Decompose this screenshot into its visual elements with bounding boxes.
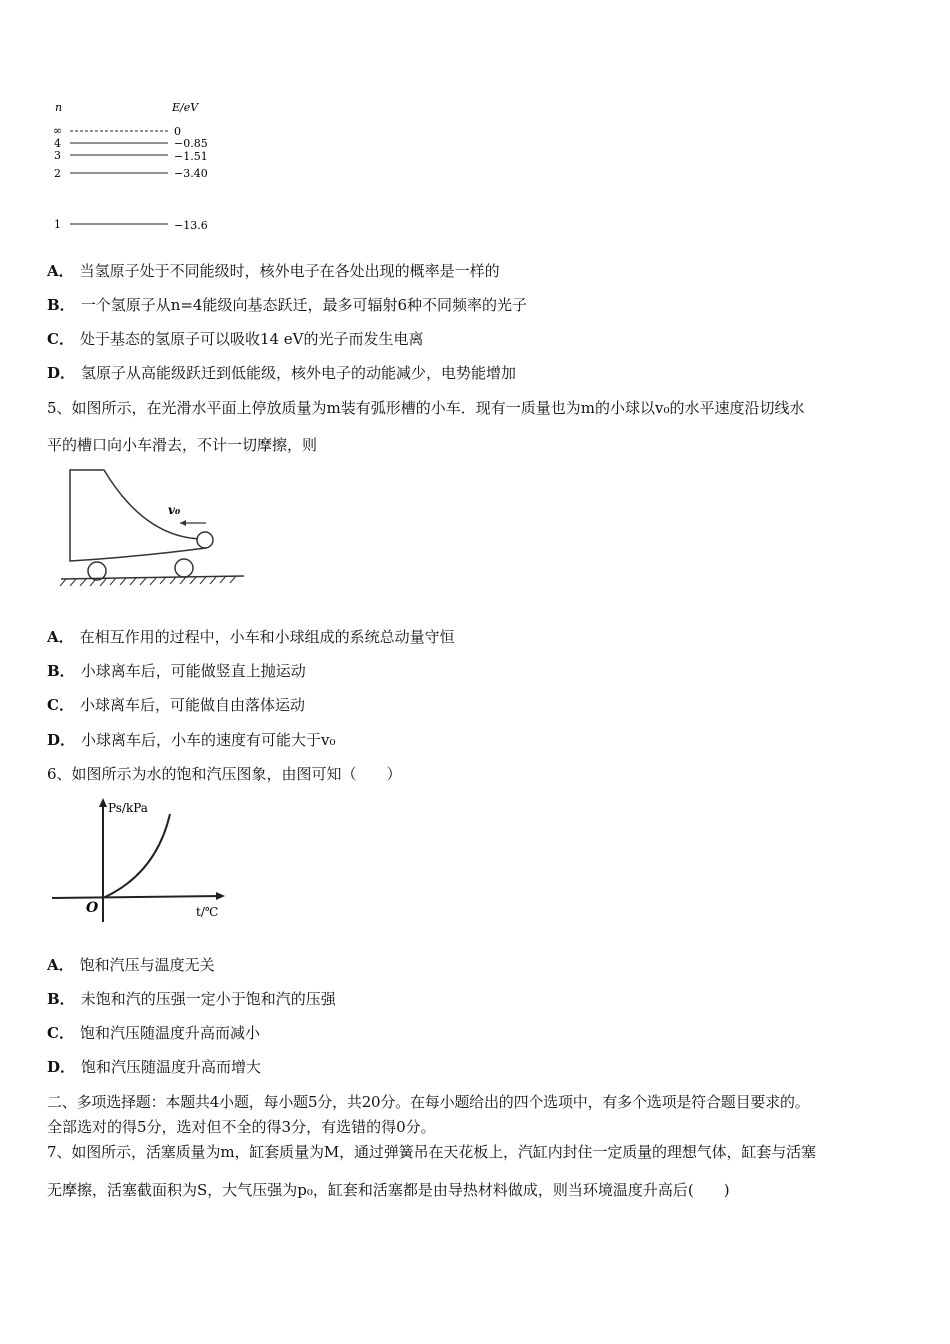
q4-option-c: [47, 329, 424, 349]
energy-level-diagram: [48, 96, 228, 236]
q5-option-b-text: 小球离车后，可能做竖直上抛运动: [80, 662, 306, 680]
ground-line: [61, 576, 244, 579]
q6-option-a-text: 饱和汽压与温度无关: [79, 956, 215, 974]
q7-stem-line1: 7、如图所示，活塞质量为m，缸套质量为M，通过弹簧吊在天花板上，汽缸内封住一定质量的理想气体，缸套与活塞: [47, 1143, 816, 1161]
section2-heading-line2: 全部选对的得5分，选对但不全的得3分，有选错的得0分。: [47, 1118, 436, 1136]
wheel-left: [88, 562, 106, 580]
q4-option-a: [47, 261, 500, 281]
n-axis-label: n: [55, 101, 63, 114]
q4-option-d-text: 氢原子从高能级跃迁到低能级，核外电子的动能减少，电势能增加: [81, 364, 517, 382]
q5-stem-line1: 5、如图所示，在光滑水平面上停放质量为m装有弧形槽的小车．现有一质量也为m的小球以v₀的水平速度沿切线水: [47, 399, 805, 417]
level-n-2: 2: [54, 167, 61, 180]
level-e-1: −13.6: [174, 219, 208, 232]
q6-option-c: [47, 1023, 260, 1043]
q5-option-a: [47, 627, 455, 647]
q6-stem: 6、如图所示为水的饱和汽压图象，由图可知（ ）: [47, 765, 402, 783]
y-axis-label: Ps/kPa: [108, 801, 148, 815]
level-n-4: 4: [54, 137, 61, 150]
cart-figure: [56, 462, 251, 592]
q5-option-a-text: 在相互作用的过程中，小车和小球组成的系统总动量守恒: [79, 628, 455, 646]
pressure-curve: [103, 814, 170, 898]
q6-option-c-text: 饱和汽压随温度升高而减小: [79, 1024, 260, 1042]
q6-option-a-key: A．: [47, 956, 74, 974]
velocity-arrowhead: [180, 520, 186, 526]
level-e-4: −0.85: [174, 137, 208, 150]
y-axis-arrowhead: [99, 798, 107, 807]
x-axis-label: t/℃: [196, 905, 219, 919]
velocity-label: v₀: [168, 503, 181, 517]
q6-option-d: [47, 1057, 261, 1077]
q5-stem-line2: 平的槽口向小车滑去，不计一切摩擦，则: [47, 436, 318, 454]
q5-option-a-key: A．: [47, 628, 74, 646]
x-axis: [52, 896, 222, 898]
energy-axis-label: E/eV: [172, 101, 199, 114]
q4-option-a-key: A．: [47, 262, 74, 280]
q6-option-c-key: C．: [47, 1024, 74, 1042]
q4-option-b: [47, 295, 527, 315]
q4-option-c-text: 处于基态的氢原子可以吸收14 eV的光子而发生电离: [79, 330, 424, 348]
q5-option-d-text: 小球离车后，小车的速度有可能大于v₀: [81, 731, 336, 749]
q4-option-b-text: 一个氢原子从n=4能级向基态跃迁，最多可辐射6种不同频率的光子: [80, 296, 528, 314]
q5-option-c: [47, 695, 305, 715]
q6-option-a: [47, 955, 215, 975]
q5-option-c-text: 小球离车后，可能做自由落体运动: [79, 696, 305, 714]
vapor-pressure-graph: [46, 794, 231, 934]
q6-option-d-key: D．: [47, 1058, 76, 1076]
q5-option-b-key: B．: [47, 662, 75, 680]
x-axis-arrowhead: [216, 892, 225, 900]
q7-stem-line2: 无摩擦，活塞截面积为S，大气压强为p₀，缸套和活塞都是由导热材料做成，则当环境温度升高后( ): [47, 1181, 730, 1199]
q4-option-c-key: C．: [47, 330, 74, 348]
q4-option-b-key: B．: [47, 296, 75, 314]
q6-option-d-text: 饱和汽压随温度升高而增大: [81, 1058, 262, 1076]
section2-heading-line1: 二、多项选择题：本题共4小题，每小题5分，共20分。在每小题给出的四个选项中，有多个选项是符合题目要求的。: [47, 1093, 810, 1111]
level-n-3: 3: [54, 149, 61, 162]
origin-label: O: [86, 900, 99, 916]
q5-option-d-key: D．: [47, 731, 76, 749]
q6-option-b-text: 未饱和汽的压强一定小于饱和汽的压强: [80, 990, 336, 1008]
q6-option-b: [47, 989, 336, 1009]
level-n-inf: ∞: [53, 124, 63, 137]
q5-option-b: [47, 661, 306, 681]
ball: [197, 532, 213, 548]
q4-option-a-text: 当氢原子处于不同能级时，核外电子在各处出现的概率是一样的: [79, 262, 500, 280]
wheel-right: [175, 559, 193, 577]
q5-option-c-key: C．: [47, 696, 74, 714]
q6-option-b-key: B．: [47, 990, 75, 1008]
q4-option-d: [47, 363, 516, 383]
q5-option-d: [47, 730, 336, 750]
level-e-3: −1.51: [174, 150, 208, 163]
level-n-1: 1: [54, 218, 61, 231]
cart-body: [70, 470, 206, 561]
q4-option-d-key: D．: [47, 364, 76, 382]
level-e-2: −3.40: [174, 167, 208, 180]
level-e-inf: 0: [174, 125, 181, 138]
